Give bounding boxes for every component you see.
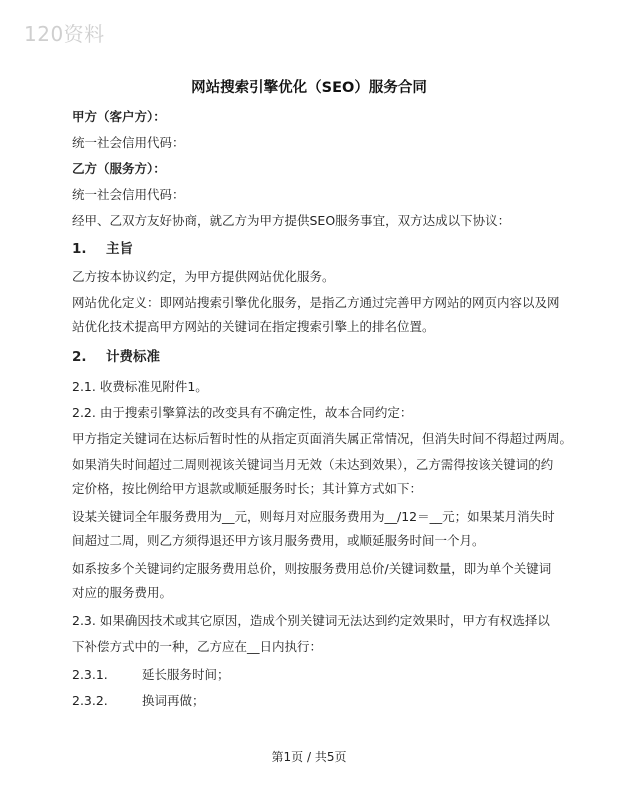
section-1-heading xyxy=(72,240,562,258)
item-2-3-1-number: 2.3.1. xyxy=(72,667,108,682)
item-2-3-1-text: 延长服务时间； xyxy=(142,667,230,682)
item-2-3-line-2: 下补偿方式中的一种，乙方应在__日内执行： xyxy=(72,639,323,654)
section-2-number: 2. xyxy=(72,349,87,365)
item-2-3-1 xyxy=(72,666,562,684)
section-1-title: 主旨 xyxy=(106,241,133,257)
party-b-credit-code: 统一社会信用代码： xyxy=(72,187,185,202)
paragraph-invalid-line-1: 如果消失时间超过二周则视该关键词当月无效（未达到效果），乙方需得按该关键词的约 xyxy=(72,457,554,472)
paragraph-invalid-line-2: 定价格，按比例给甲方退款或顺延服务时长；其计算方式如下： xyxy=(72,481,423,496)
party-a-label: 甲方（客户方）： xyxy=(72,109,166,124)
item-2-1: 2.1. 收费标准见附件1。 xyxy=(72,379,208,394)
item-2-2: 2.2. 由于搜索引擎算法的改变具有不确定性，故本合同约定： xyxy=(72,405,413,420)
section-2-heading xyxy=(72,348,562,366)
item-2-3-2-text: 换词再做； xyxy=(142,693,205,708)
section-1-paragraph-2-line-2: 站优化技术提高甲方网站的关键词在指定搜索引擎上的排名位置。 xyxy=(72,319,435,334)
watermark-logo: 120资料 xyxy=(24,22,105,46)
section-1-paragraph-2-line-1: 网站优化定义：即网站搜索引擎优化服务，是指乙方通过完善甲方网站的网页内容以及网 xyxy=(72,295,560,310)
paragraph-formula-line-2: 间超过二周，则乙方须得退还甲方该月服务费用，或顺延服务时间一个月。 xyxy=(72,533,485,548)
party-a-credit-code: 统一社会信用代码： xyxy=(72,135,185,150)
item-2-3-2 xyxy=(72,692,562,710)
paragraph-disappear-rule: 甲方指定关键词在达标后暂时性的从指定页面消失属正常情况，但消失时间不得超过两周。 xyxy=(72,431,573,446)
section-1-paragraph-1: 乙方按本协议约定，为甲方提供网站优化服务。 xyxy=(72,269,335,284)
paragraph-multi-keyword-line-2: 对应的服务费用。 xyxy=(72,585,173,600)
item-2-3-line-1: 2.3. 如果确因技术或其它原因，造成个别关键词无法达到约定效果时，甲方有权选择以 xyxy=(72,613,550,628)
document-title: 网站搜索引擎优化（SEO）服务合同 xyxy=(191,80,427,96)
intro-paragraph: 经甲、乙双方友好协商，就乙方为甲方提供SEO服务事宜，双方达成以下协议： xyxy=(72,213,511,228)
paragraph-formula-line-1: 设某关键词全年服务费用为__元，则每月对应服务费用为__/12＝__元；如果某月消失时 xyxy=(72,509,555,524)
page-footer: 第1页 / 共5页 xyxy=(271,750,347,764)
item-2-3-2-number: 2.3.2. xyxy=(72,693,108,708)
party-b-label: 乙方（服务方）： xyxy=(72,161,166,176)
section-1-number: 1. xyxy=(72,241,87,257)
paragraph-multi-keyword-line-1: 如系按多个关键词约定服务费用总价，则按服务费用总价/关键词数量，即为单个关键词 xyxy=(72,561,552,576)
section-2-title: 计费标准 xyxy=(106,349,160,365)
